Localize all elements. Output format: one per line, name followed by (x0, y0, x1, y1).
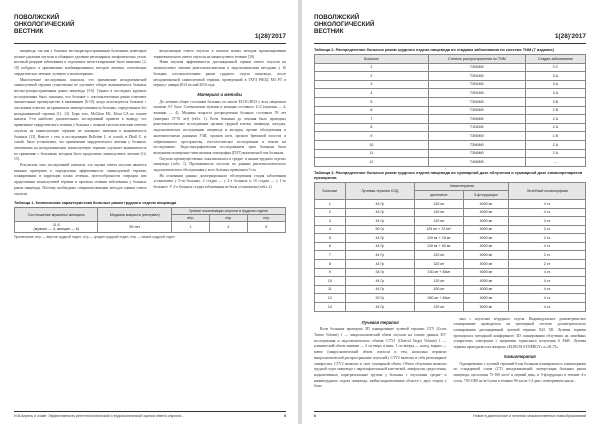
table-row (315, 242, 586, 251)
table-row (315, 106, 586, 115)
page-header (14, 14, 286, 44)
table-cell: T3N0M0 (428, 140, 525, 149)
table-row (315, 199, 586, 208)
table-row (315, 285, 586, 294)
table-cell: 44 Гр (345, 303, 414, 312)
table-cell: 2 A (525, 115, 585, 124)
table-cell: 1 (315, 199, 346, 208)
table-cell: 1 (315, 63, 429, 72)
paragraph: Нами изучена эффективность дистанционной оценки ответа опухоли на химиолучевое лечение рентгенологическим и эндоскопическим методами у 16 больных плоскоклеточным раком грудного отдела пищевода, после неоадъювантной химиолучевой терапии, проведенной в ГАУЗ РКОД МЗ РТ в период с января 2014 по май 2016 года. (153, 60, 286, 88)
table-header-cell: Степень распространения по TNM (428, 55, 525, 64)
paragraph: Многолетние исследования показали, что применение неоадъювантной химиолучевой терапии существенно не улучшает общую выживаемость больных местно-распространенным раком пищевода [3-6]. Однако в последних крупных исследованиях было показано, что больные с плоскоклеточным раком отмечают значительные преимущества в выживании [6-10], когда используются больные с частичным ответом, не принимали заинтересованность больных, определенных без неоадъювантной терапии [11, 12]. Борн того, McGlinn EK, Khan GA на основе анализа 5-ти наиболее доказательных исследований привели к выводу, что применение хирургического лечения у больных с полным гистологическим ответом опухоли на химиолучевую терапию не оказывает значения в выживаемость больных [13]. Вместе с тем, в исследовании Bolletten L. et coauth. и Dhall G. et coauth. было установлено, что применение хирургического лечения у больных, ответивших на неоадъювантную химиолучевую терапию улучшает выживаемость по сравнению с больными, которым было продолжено химиолучевое лечение [14, 15]. (14, 77, 147, 162)
table1-note: Примечание: в/гр — верхне-грудной отдел, с/гр — средне-грудной отдел, н/гр — нижне-грудной отдел (14, 235, 175, 240)
table-cell: 2 B (525, 106, 585, 115)
paragraph: визуализации ответа опухоли в поисках новых методов прогнозирования терапевтического ответа опухоли на химиолучевое лечение [16]. (153, 49, 286, 59)
table-cell: T1N1M0 (428, 123, 525, 132)
table3 (314, 182, 586, 312)
table-cell: 4000 мг (463, 234, 509, 243)
table-cell: 44 Гр (345, 260, 414, 269)
table-cell: 2 ст. (509, 234, 586, 243)
journal-title (14, 14, 286, 35)
table-cell: 130 мг + 60 мг (415, 242, 464, 251)
table-cell: T3N0M0 (428, 115, 525, 124)
table-row (315, 140, 586, 149)
table-cell: 4 ст. (509, 285, 586, 294)
table-cell: 6 (315, 106, 429, 115)
section-heading-radiotherapy: Лучевая терапия (361, 319, 399, 325)
text-columns (314, 317, 586, 390)
table-cell: 4000 мг (463, 251, 509, 260)
table-cell: 8 (315, 260, 346, 269)
table-header-cell: в/гр (171, 215, 209, 222)
issue-number: 1(28)'2017 (554, 33, 586, 40)
table-cell: 2 A (525, 149, 585, 158)
table-cell: T3N0M0 (428, 149, 525, 158)
table-cell: 4 ст. (509, 242, 586, 251)
table-cell: 11 (315, 149, 429, 158)
paragraph: пищевода, так как у больных местнораспространенным болезнями, некоторые полное удаление опухоли и обширное удаление регионарных лимфатических узлов, местный рецидив заболевания и отдаленное метастазирование было выявлено [2, 10] побудило к применению комбинированных методов лечения, сочетающих хирургическое лечение, лучевую и химиотерапию. (14, 49, 147, 76)
left-page (0, 0, 298, 424)
table-cell: 100 мг (415, 285, 464, 294)
table-cell: 3 A (525, 72, 585, 81)
table-header-cell: Уровни локализации опухоли в грудном отделе (171, 208, 285, 215)
table-cell: 260 мг + 45мг (415, 294, 464, 303)
table-header-row (315, 55, 586, 64)
table-cell: – (525, 158, 585, 167)
table-cell: 4 (315, 225, 346, 234)
table-cell: 5 (315, 234, 346, 243)
table-row (315, 251, 586, 260)
table-cell: 44 Гр (345, 199, 414, 208)
table-cell: 4 ст. (509, 294, 586, 303)
cell-value: 11,5 (52, 222, 60, 227)
journal-title-line: ОНКОЛОГИЧЕСКИЙ (14, 21, 75, 28)
table-cell: 3 C (525, 63, 585, 72)
table-cell: 2 (315, 72, 429, 81)
table-header-cell (98, 208, 171, 222)
table-cell: 8 (315, 123, 429, 132)
text-columns (14, 49, 286, 197)
table-row (315, 97, 586, 106)
table-cell: 4 ст. (509, 277, 586, 286)
table-row (315, 225, 586, 234)
table-header-cell: Стадия заболевания (525, 55, 585, 64)
page-number: 6 (314, 414, 316, 418)
table-row (315, 80, 586, 89)
table-cell: 34 Гр (345, 268, 414, 277)
table-header-cell: Больные (315, 182, 346, 199)
table-cell: 130 мг + 45мг (415, 268, 464, 277)
table-cell: 50 Гр (345, 225, 414, 234)
table-row (315, 63, 586, 72)
table1 (14, 207, 286, 233)
journal-title-line: ПОВОЛЖСКИЙ (314, 14, 360, 21)
journal-title-line: ВЕСТНИК (314, 28, 344, 35)
table-cell: 3 (315, 217, 346, 226)
table-cell: 3 A (525, 89, 585, 98)
table-cell: 12 (315, 294, 346, 303)
table-cell: T3N2M0 (428, 97, 525, 106)
table-row (315, 234, 586, 243)
table-header-cell: н/гр (247, 215, 285, 222)
journal-title (314, 14, 586, 35)
table-cell: 44 Гр (345, 234, 414, 243)
table-cell: 7 (315, 251, 346, 260)
table-row (315, 115, 586, 124)
table-cell: 44 Гр (345, 208, 414, 217)
table-row (315, 260, 586, 269)
table-cell: 4000 мг (463, 242, 509, 251)
paragraph: Одновременно с лучевой терапией 6-ым больным планировалось химиотерапия по стандартной схеме (СТ) неоадъювантной: интерстиция больным раком пищевода: цисплатин 75-100 мг/м² в первый день, и 5-фторурацил в течение 4-х суток, 750-1000 мг/м²/сутки в течение 96 часов 1-4 дня с повторением цикла... (453, 361, 586, 383)
table-cell: 12 (315, 158, 429, 167)
table-cell: 3 B (525, 97, 585, 106)
table-cell: 4000 мг (463, 277, 509, 286)
table-row (315, 132, 586, 141)
table-cell: T3N1M0 (428, 72, 525, 81)
table-cell: 4000 мг (463, 225, 509, 234)
table-cell: 4000 мг (463, 260, 509, 269)
table-header-cell: цисплатин (415, 191, 464, 200)
table2-caption: Таблица 2. Распределение больных раком грудного отдела пищевода по стадиям заболевания по системе TNM (7 издание) (314, 47, 554, 52)
table-cell: 1 B (525, 132, 585, 141)
table-cell: 6 (315, 242, 346, 251)
table-cell: 9 (315, 268, 346, 277)
table-row (15, 222, 286, 233)
table-cell: 2 ст. (509, 260, 586, 269)
table-cell: 4000 мг (463, 285, 509, 294)
table-cell: 120 мг (415, 217, 464, 226)
table-cell: 5 (315, 97, 429, 106)
table-header-row (315, 182, 586, 191)
page-number: 5 (284, 414, 286, 418)
table-cell: 44 Гр (345, 251, 414, 260)
table-row (315, 72, 586, 81)
table-header-text: Медиана возраста (109, 212, 141, 217)
table-cell: 20 Гр (345, 294, 414, 303)
table-cell: 2 A (525, 123, 585, 132)
table-row (315, 89, 586, 98)
table-cell: 120 мг (415, 303, 464, 312)
table-row (315, 277, 586, 286)
table-cell: 5 (247, 222, 285, 233)
table-cell: T3N1M0 (428, 80, 525, 89)
paragraph: До лечения общее состояние больных по шкале ECOG-ВОЗ у всех пациентов оценено 0-1 балл. Соотношение мужчин и женщин составило 11:2 (мужчин — 4, женщин — 4). Медиана возраста распределения больных составила 59 лет (интервал 37-76 лет) (табл. 1). Всем больным до лечения было проведено рентгенологическое исследование органов грудной клетки, пищевода, желудка, эндоскопическое исследование пищевода и желудка, прочие обследования и анатомическими данными УЗИ, органов шеи, органов брюшной полости и забрюшинного пространства, гистологическое исследование и взятие на исследование. Эндосонографическим исследованием трем больным была выполнена позитронно-эмиссионная томография (ПЭТ) выполнена 6-ым больным. (153, 99, 286, 155)
footer-running-title: Новое в диагностике и лечении злокачественных новообразований (473, 414, 586, 418)
table-cell: 4000 мг (463, 208, 509, 217)
table-cell: T3N0M0 (428, 63, 525, 72)
table-row (315, 149, 586, 158)
table-cell: 44 Гр (345, 242, 414, 251)
table-header-cell: Лучевая терапия СОД (345, 182, 414, 199)
table-row (315, 268, 586, 277)
table-cell: 2 ст. (509, 251, 586, 260)
table-cell: 5000 мг (463, 303, 509, 312)
table-cell: 120 мг + 15 мг (415, 234, 464, 243)
paragraph: Всем больным проведено 3D планирование лучевой терапии: GTV (Gross Tumor Volume) 1 — макроскопический объем опухоли на основе данных КТ-исследования и эндоскопического объема; CTV1 (Clinical Target Volume) 1 — клинический объем мишени — 4 см вверх и вниз, 1 см вперед — назад, вправо — влево (макроскопический объем опухоли и тем, насколько вероятно микроскопической распространение опухолей), CTV2 включал в себя регионарные лимфоузлы, CTV2 включал в свое суммарный объем. Объем облучения включал грудной отдел пищевода с параэзофагеальной клетчаткой, лимфоузлы средостения, надключичные, паратрахеальные группы у больных с опухолями средне- и нижнегрудного отдела пищевода, шейно-надключичные области с двух сторон у боль- (314, 327, 447, 389)
section-heading-chemotherapy: Химиотерапия (503, 353, 536, 359)
table-cell: 4000 мг (463, 217, 509, 226)
table1-caption: Таблица 1. Клиническая характеристика больных раком грудного отдела пищевода (14, 200, 177, 206)
table2 (314, 54, 586, 167)
table-cell: 44 Гр (345, 217, 414, 226)
section-heading-methods: Материал и методы (197, 91, 243, 97)
table-cell: 120 мг (415, 277, 464, 286)
table-cell: 11 (315, 285, 346, 294)
table-cell: 9 (315, 132, 429, 141)
table-cell (15, 222, 98, 233)
table-row (315, 158, 586, 167)
paragraph: Опухоль преимущественно локализовалась в средне- и нижне-грудном отделах пищевода (табл. 1). Протяженность опухоли по данным рентгенологического эндоскопического обследования у всех больных превышала 5 см. (153, 156, 286, 173)
table-cell: 2 A (525, 140, 585, 149)
page-footer (314, 411, 586, 418)
text-column-1 (14, 49, 147, 197)
table-cell: 120 мг (415, 199, 464, 208)
right-page (302, 0, 600, 424)
table-cell: 125 мг + 72 мг* (415, 225, 464, 234)
table-cell: 3 A (525, 80, 585, 89)
table-cell: 10 (315, 140, 429, 149)
text-column-1 (314, 317, 447, 390)
table-cell: 4000 мг (463, 294, 509, 303)
table-cell: 59 лет (98, 222, 171, 233)
table-cell: 44 Гр (345, 285, 414, 294)
table-cell: 4 ст. (509, 303, 586, 312)
table-cell: 7 (315, 115, 429, 124)
table-row (315, 294, 586, 303)
table-header-cell: 5-фторурацил (463, 191, 509, 200)
cell-note: (мужчин — 4, женщин — 6) (33, 227, 79, 232)
table-cell: T3N0M0 (428, 132, 525, 141)
table-header-cell: с/гр (209, 215, 247, 222)
table-row (315, 123, 586, 132)
table-header-cell: Химиотерапия (415, 182, 509, 191)
paragraph: ных с опухолью в/грудного отдела. Индивидуальное дозиметрическое планирование проводилось на трехмерной системе дозиметрического планирования дистанционной лучевой терапии XiO 3D. Лучевая терапия проводилась методикой конформного 3D планирования облучения на линейных ускорителях электронов с энергиями тормозного излучения 6 МэВ. Лучевая терапия проводилась на аппарате «ELEKTA SYNERGY» и «SL75». (453, 316, 586, 350)
journal-title-line: ОНКОЛОГИЧЕСКИЙ (314, 21, 375, 28)
table-header-cell: Лечебный полиморфизм (509, 182, 586, 199)
journal-title-line: ПОВОЛЖСКИЙ (14, 14, 60, 21)
table-cell: 4 (209, 222, 247, 233)
table-cell: T4N0M0 (428, 158, 525, 167)
table3-caption: Таблица 3. Распределение больных раком грудного отдела пищевода по суммарной дозе облучения и суммарной дозе химиопрепаратов препаратов (314, 169, 583, 180)
table-cell: 2 ст. (509, 225, 586, 234)
table-cell: 44 Гр (345, 277, 414, 286)
table-cell: 4000 мг (463, 268, 509, 277)
table-cell: 4 ст. (509, 208, 586, 217)
table-row (315, 217, 586, 226)
table-row (315, 208, 586, 217)
table-cell: 4000 мг (463, 199, 509, 208)
page-footer (14, 411, 286, 418)
table-cell: 13 (315, 303, 346, 312)
paragraph: Результаты этих исследований показали, что оценка ответа опухоли является важным критерием в определении эффективности химиолучевой терапии, планировании и коррекции плана лечения, целесообразности операции или продолжения химиолучевой терапии и прогноза течения заболевания у больных раком пищевода. Поэтому необходимо совершенствование методов оценки ответа опухоли. (14, 163, 147, 196)
footer-running-title: И.В.Апрель и соавт. Эффективность рентгенологической и эндоскопической оценки ответа опухоли... (14, 414, 185, 418)
table-cell: 2 (315, 208, 346, 217)
page-header (314, 14, 586, 44)
table-header-cell: Соотношение мужчины/ женщины (15, 208, 98, 222)
table-cell: 1 (171, 222, 209, 233)
table-cell: 4 ст. (509, 199, 586, 208)
table-header-cell: Больные (315, 55, 429, 64)
table-cell: 3 (315, 80, 429, 89)
issue-number: 1(28)'2017 (254, 33, 286, 40)
table-cell: 4 ст. (509, 217, 586, 226)
table-header-sub: (интервал) (141, 212, 160, 217)
table-cell: 120 мг (415, 260, 464, 269)
table-cell: 4 ст. (509, 268, 586, 277)
table-cell: 4 (315, 89, 429, 98)
table-cell: T3N0M0 (428, 106, 525, 115)
table-row (315, 303, 586, 312)
table-cell: 120 мг (415, 251, 464, 260)
journal-title-line: ВЕСТНИК (14, 28, 44, 35)
table-cell: 10 (315, 277, 346, 286)
paragraph: На основании данных дооперационного обследования стадия заболевания установлена у 5-ти больных, 2 стадия — у 2-х больных и 10 стадия — у 1-го больного. У 2-х больных стадия заболевания не была установлена (табл. 2). (153, 173, 286, 190)
table-header-row (15, 208, 286, 215)
table-cell: 120 мг (415, 208, 464, 217)
table-cell: T3N1M0 (428, 89, 525, 98)
text-column-2 (454, 317, 587, 390)
text-column-2 (154, 49, 287, 197)
